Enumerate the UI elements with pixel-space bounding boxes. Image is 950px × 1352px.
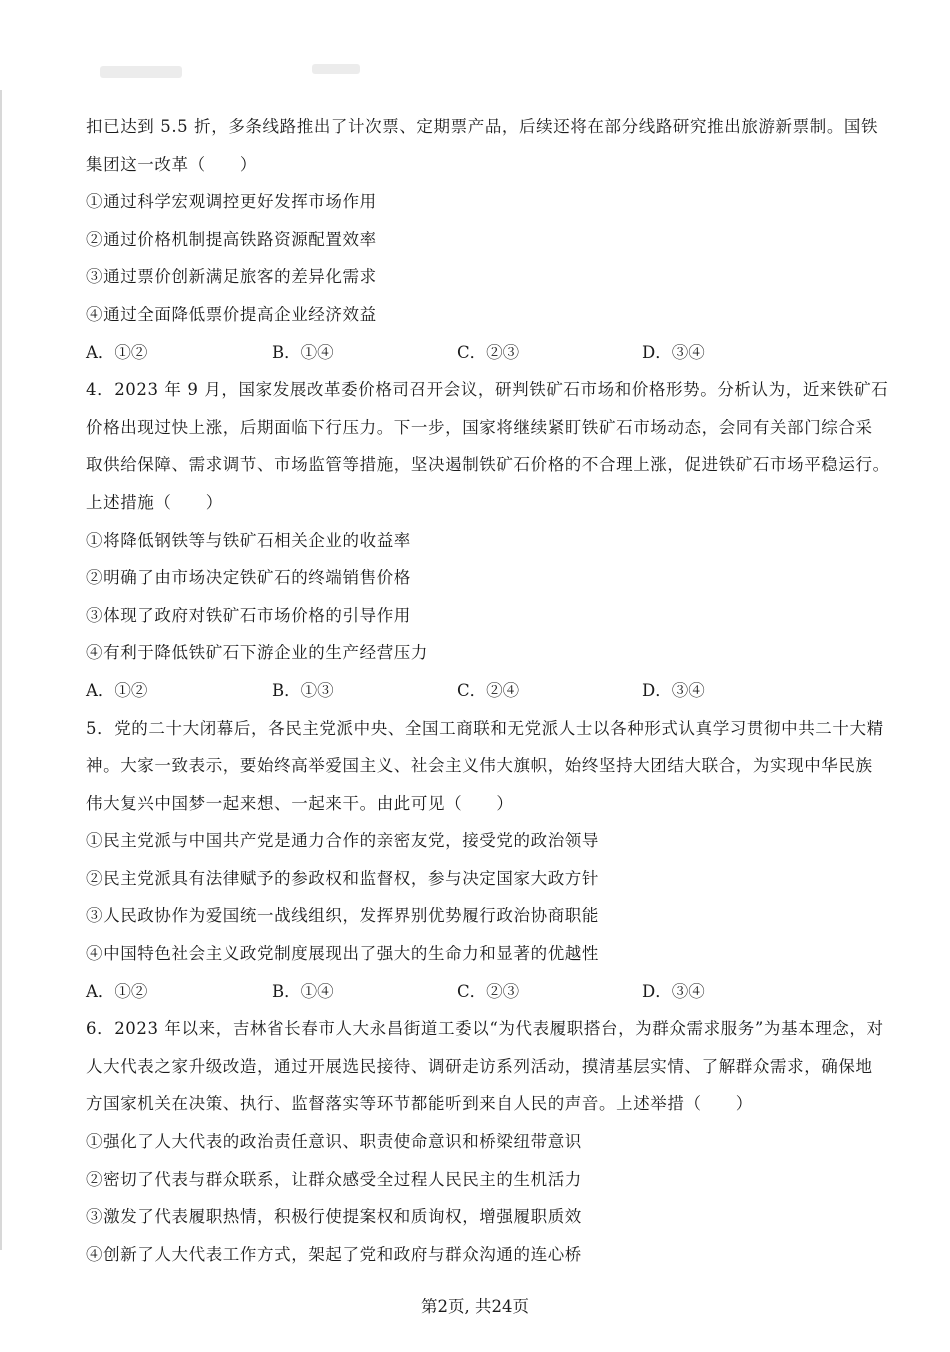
choice-d: D．③④	[642, 680, 705, 700]
statement-option: ①将降低钢铁等与铁矿石相关企业的收益率	[86, 530, 411, 550]
statement-option: ①民主党派与中国共产党是通力合作的亲密友党，接受党的政治领导	[86, 831, 599, 851]
question-text-line: 6．2023 年以来，吉林省长春市人大永昌街道工委以“为代表履职搭台，为群众需求服务”为基本理念，对	[86, 1019, 884, 1039]
question-text-line: 人大代表之家升级改造，通过开展选民接待、调研走访系列活动，摸清基层实情、了解群众需求，确保地	[86, 1056, 873, 1076]
question-text-line: 取供给保障、需求调节、市场监管等措施，坚决遏制铁矿石价格的不合理上涨，促进铁矿石市场平稳运行。	[86, 455, 890, 475]
page-edge-rule	[0, 90, 2, 1250]
statement-option: ③人民政协作为爱国统一战线组织，发挥界别优势履行政治协商职能	[86, 906, 599, 926]
statement-option: ③体现了政府对铁矿石市场价格的引导作用	[86, 605, 411, 625]
question-text-line: 伟大复兴中国梦一起来想、一起来干。由此可见（ ）	[86, 793, 514, 813]
statement-option: ④中国特色社会主义政党制度展现出了强大的生命力和显著的优越性	[86, 944, 599, 964]
statement-option: ②通过价格机制提高铁路资源配置效率	[86, 229, 377, 249]
scan-smudge	[312, 64, 360, 74]
statement-option: ①强化了人大代表的政治责任意识、职责使命意识和桥梁纽带意识	[86, 1132, 582, 1152]
scan-smudge	[100, 66, 182, 78]
statement-option: ④通过全面降低票价提高企业经济效益	[86, 304, 377, 324]
question-text-line: 神。大家一致表示，要始终高举爱国主义、社会主义伟大旗帜，始终坚持大团结大联合，为实现中华民族	[86, 756, 873, 776]
choice-a: A．①②	[86, 981, 148, 1001]
answer-choices	[86, 672, 876, 710]
statement-option: ①通过科学宏观调控更好发挥市场作用	[86, 192, 377, 212]
question-3-continuation	[86, 108, 879, 371]
choice-a: A．①②	[86, 680, 148, 700]
statement-option: ②密切了代表与群众联系，让群众感受全过程人民民主的生机活力	[86, 1169, 582, 1189]
choice-b: B．①③	[272, 680, 334, 700]
statement-option: ②明确了由市场决定铁矿石的终端销售价格	[86, 568, 411, 588]
question-5	[86, 710, 884, 1011]
question-6	[86, 1010, 884, 1273]
question-text-line: 价格出现过快上涨，后期面临下行压力。下一步，国家将继续紧盯铁矿石市场动态，会同有关部门综合采	[86, 417, 873, 437]
statement-option: ④有利于降低铁矿石下游企业的生产经营压力	[86, 643, 428, 663]
statement-option: ③激发了代表履职热情，积极行使提案权和质询权，增强履职质效	[86, 1207, 582, 1227]
answer-choices	[86, 973, 876, 1011]
statement-option: ③通过票价创新满足旅客的差异化需求	[86, 267, 377, 287]
choice-b: B．①④	[272, 342, 334, 362]
question-text-line: 上述措施（ ）	[86, 492, 223, 512]
question-4	[86, 371, 890, 709]
choice-d: D．③④	[642, 981, 705, 1001]
question-text-line: 5．党的二十大闭幕后，各民主党派中央、全国工商联和无党派人士以各种形式认真学习贯彻中共二十大精	[86, 718, 884, 738]
question-text-line: 扣已达到 5.5 折，多条线路推出了计次票、定期票产品，后续还将在部分线路研究推出旅游新票制。国铁	[86, 117, 879, 136]
choice-b: B．①④	[272, 981, 334, 1001]
choice-a: A．①②	[86, 342, 148, 362]
statement-option: ②民主党派具有法律赋予的参政权和监督权，参与决定国家大政方针	[86, 868, 599, 888]
choice-c: C．②④	[457, 680, 520, 700]
page-number-footer: 第2页, 共24页	[421, 1297, 529, 1316]
statement-option: ④创新了人大代表工作方式，架起了党和政府与群众沟通的连心桥	[86, 1244, 582, 1264]
choice-c: C．②③	[457, 981, 520, 1001]
choice-d: D．③④	[642, 342, 705, 362]
answer-choices	[86, 334, 876, 372]
question-text-line: 4．2023 年 9 月，国家发展改革委价格司召开会议，研判铁矿石市场和价格形势。分析认为，近来铁矿石	[86, 380, 889, 400]
question-text-line: 集团这一改革（ ）	[86, 154, 257, 174]
question-text-line: 方国家机关在决策、执行、监督落实等环节都能听到来自人民的声音。上述举措（ ）	[86, 1094, 753, 1114]
choice-c: C．②③	[457, 342, 520, 362]
document-page	[86, 108, 890, 1273]
